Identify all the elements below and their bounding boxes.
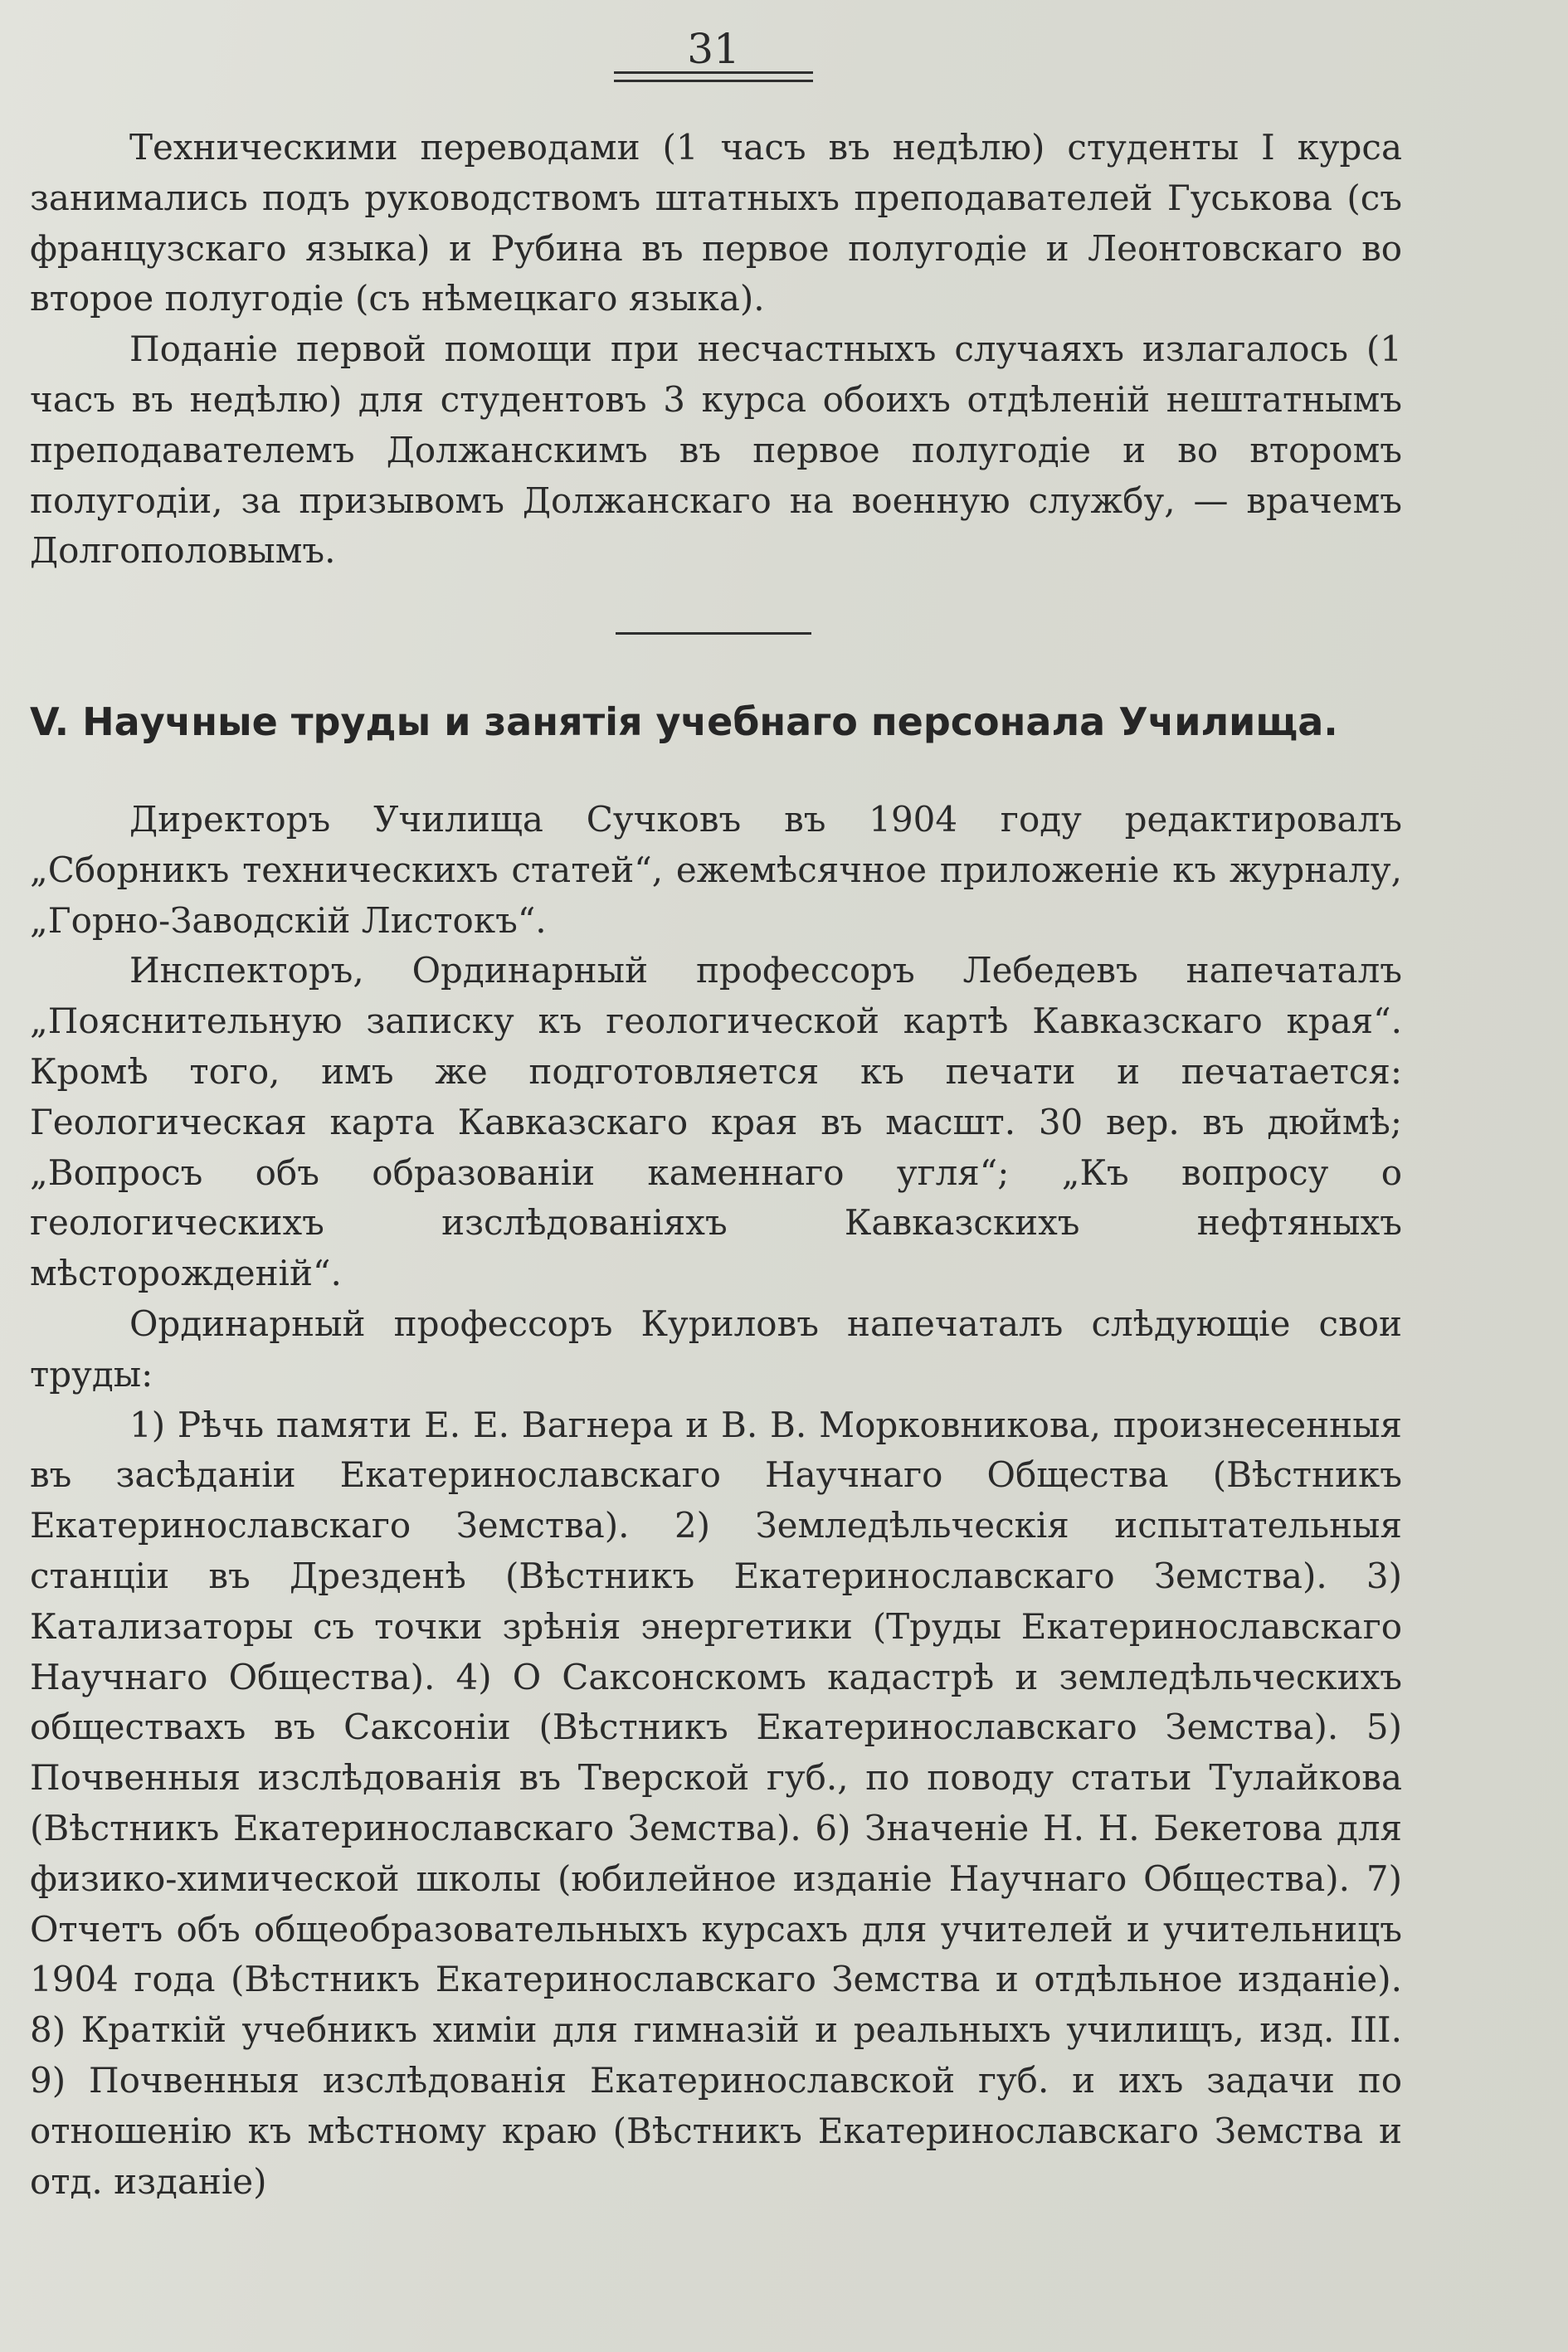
- section-heading: V. Научные труды и занятія учебнаго персонала Училища.: [30, 699, 1338, 744]
- paragraph-kurilov-intro: Ординарный профессоръ Куриловъ напечаталъ слѣдующіе свои труды:: [30, 1303, 1402, 1395]
- page-number: 31: [687, 25, 740, 73]
- intro-text-block: [30, 123, 1402, 577]
- header-rule-upper: [614, 71, 813, 74]
- paragraph-kurilov-works: 1) Рѣчь памяти Е. Е. Вагнера и В. В. Морковникова, произнесенныя въ засѣданіи Екатеринославскаго Научнаго Общества (Вѣстникъ Екатеринославскаго Земства). 2) Земледѣльческія испытательныя станціи въ Дрезденѣ (Вѣстникъ Екатеринославскаго Земства). 3) Катализаторы съ точки зрѣнія энергетики (Труды Екатеринославскаго Научнаго Общества). 4) О Саксонскомъ кадастрѣ и земледѣльческихъ обществахъ въ Саксоніи (Вѣстникъ Екатеринославскаго Земства). 5) Почвенныя изслѣдованія въ Тверской губ., по поводу статьи Тулайкова (Вѣстникъ Екатеринославскаго Земства). 6) Значеніе Н. Н. Бекетова для физико-химической школы (юбилейное изданіе Научнаго Общества). 7) Отчетъ объ общеобразовательныхъ курсахъ для учителей и учительницъ 1904 года (Вѣстникъ Екатеринославскаго Земства и отдѣльное изданіе). 8) Краткій учебникъ химіи для гимназій и реальныхъ училищъ, изд. III. 9) Почвенныя изслѣдованія Екатеринославской губ. и ихъ задачи по отношенію къ мѣстному краю (Вѣстникъ Екатеринославскаго Земства и отд. изданіе): [30, 1404, 1402, 2202]
- paragraph-inspector: Инспекторъ, Ординарный профессоръ Лебедевъ напечаталъ „Пояснительную записку къ геологической картѣ Кавказскаго края“. Кромѣ того, имъ же подготовляется къ печати и печатается: Геологическая карта Кавказскаго края въ масшт. 30 вер. въ дюймѣ; „Вопросъ объ образованіи каменнаго угля“; „Къ вопросу о геологическихъ изслѣдованіяхъ Кавказскихъ нефтяныхъ мѣсторожденій“.: [30, 950, 1402, 1294]
- paragraph-director: Директоръ Училища Сучковъ въ 1904 году редактировалъ „Сборникъ техническихъ статей“, ежемѣсячное приложеніе къ журналу, „Горно-Заводскій Листокъ“.: [30, 799, 1402, 941]
- paragraph-first-aid: Поданіе первой помощи при несчастныхъ случаяхъ излагалось (1 часъ въ недѣлю) для студентовъ 3 курса обоихъ отдѣленій нештатнымъ преподавателемъ Должанскимъ въ первое полугодіе и во второмъ полугодіи, за призывомъ Должанскаго на военную службу, — врачемъ Долгополовымъ.: [30, 329, 1402, 572]
- paragraph-translations: Техническими переводами (1 часъ въ недѣлю) студенты I курса занимались подъ руководствомъ штатныхъ преподавателей Гуськова (съ французскаго языка) и Рубина въ первое полугодіе и Леонтовскаго во второе полугодіе (съ нѣмецкаго языка).: [30, 127, 1402, 319]
- section-divider: [616, 632, 811, 635]
- header-rule-lower: [614, 80, 813, 82]
- section-text-block: [30, 795, 1402, 2207]
